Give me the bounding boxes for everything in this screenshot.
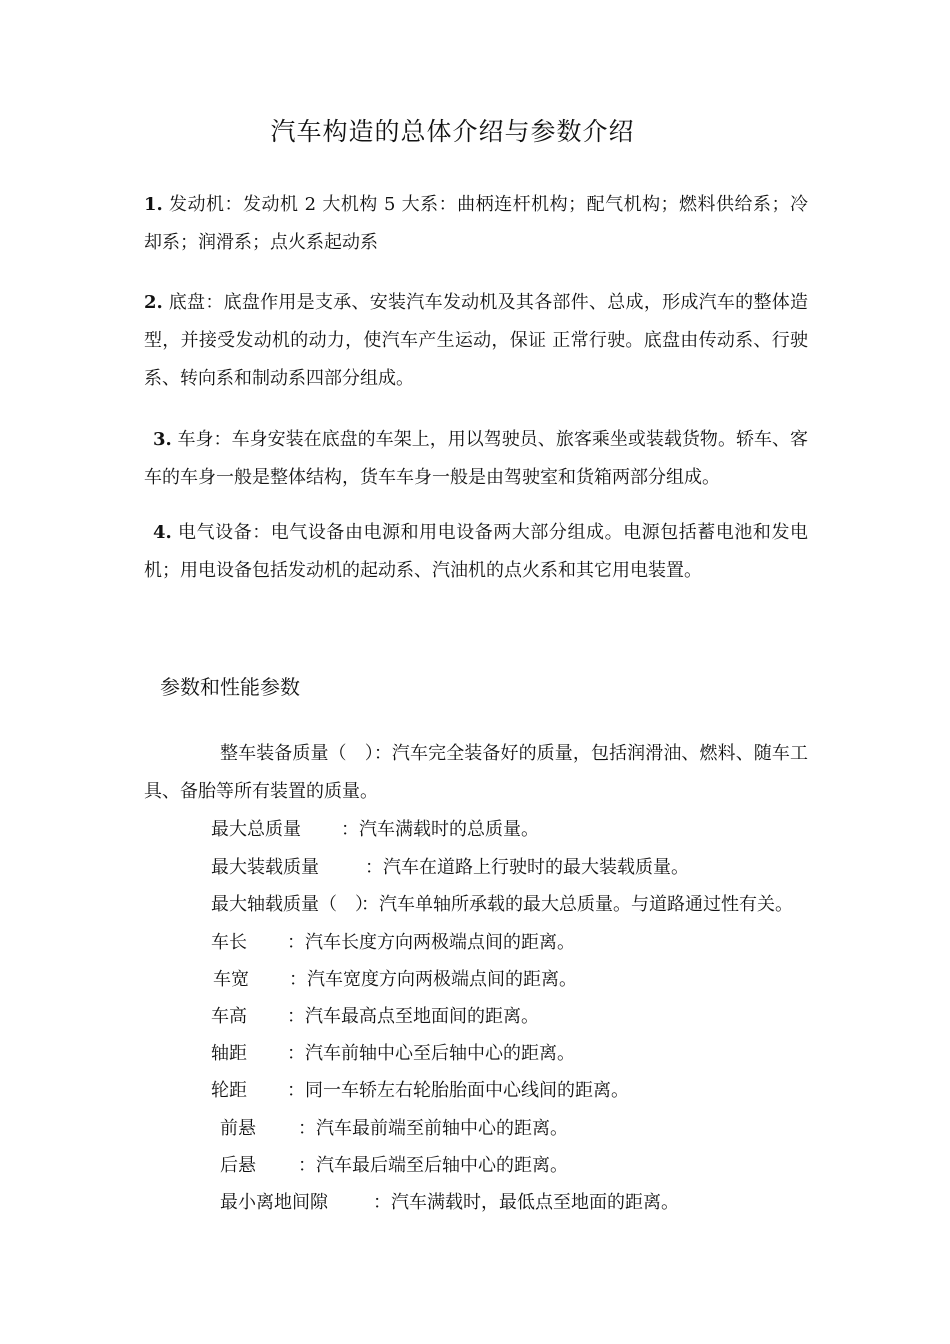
param-row — [211, 893, 793, 917]
param-term: 车高 — [211, 1006, 247, 1027]
param-row — [211, 931, 575, 955]
section-heading-params: 参数和性能参数 — [160, 675, 300, 699]
param-definition: ：汽车满载时的总质量。 — [341, 819, 539, 840]
param-definition: ：汽车前轴中心至后轴中心的距离。 — [287, 1043, 575, 1064]
section-text: 电气设备：电气设备由电源和用电设备两大部分组成。电源包括蓄电池和发电机；用电设备包括发动机的起动系、汽油机的点火系和其它用电装置。 — [144, 522, 808, 581]
param-row — [211, 818, 539, 842]
param-definition: ：汽车单轴所承载的最大总质量。与道路通过性有关。 — [361, 894, 793, 915]
param-definition: ：汽车宽度方向两极端点间的距离。 — [289, 969, 577, 990]
section-electrical — [144, 514, 808, 590]
param-definition: ：同一车轿左右轮胎胎面中心线间的距离。 — [287, 1080, 629, 1101]
param-definition: ：汽车在道路上行驶时的最大装载质量。 — [365, 857, 689, 878]
param-definition: ：汽车最高点至地面间的距离。 — [287, 1006, 539, 1027]
section-text: 底盘：底盘作用是支承、安装汽车发动机及其各部件、总成，形成汽车的整体造型，并接受发动机的动力，使汽车产生运动，保证 正常行驶。底盘由传动系、行驶系、转向系和制动系四部分组成。 — [144, 292, 808, 389]
param-row — [220, 1191, 679, 1215]
param-definition: ：汽车最前端至前轴中心的距离。 — [298, 1118, 568, 1139]
param-term: 车宽 — [213, 969, 249, 990]
param-term: 最大轴载质量（ ） — [211, 894, 373, 915]
section-number: 2. — [144, 292, 163, 313]
section-number: 1. — [144, 194, 163, 215]
param-definition: ：汽车满载时，最低点至地面的距离。 — [373, 1192, 679, 1213]
params-intro: 整车装备质量（ ）：汽车完全装备好的质量，包括润滑油、燃料、随车工具、备胎等所有装置的质量。 — [144, 743, 808, 802]
param-row — [211, 1042, 575, 1066]
param-row — [220, 1117, 568, 1141]
param-term: 轴距 — [211, 1043, 247, 1064]
section-body — [144, 421, 808, 497]
section-engine — [144, 186, 808, 262]
section-text: 车身：车身安装在底盘的车架上，用以驾驶员、旅客乘坐或装载货物。轿车、客车的车身一般是整体结构，货车车身一般是由驾驶室和货箱两部分组成。 — [144, 429, 808, 488]
param-row — [211, 1005, 539, 1029]
param-row — [213, 968, 577, 992]
param-term: 轮距 — [211, 1080, 247, 1101]
param-definition: ：汽车长度方向两极端点间的距离。 — [287, 932, 575, 953]
param-term: 最大总质量 — [211, 819, 301, 840]
param-term: 车长 — [211, 932, 247, 953]
section-number: 4. — [153, 522, 172, 543]
param-term: 最大装载质量 — [211, 857, 319, 878]
param-term: 最小离地间隙 — [220, 1192, 328, 1213]
param-definition: ：汽车最后端至后轴中心的距离。 — [298, 1155, 568, 1176]
param-term: 前悬 — [220, 1118, 256, 1139]
param-term: 后悬 — [220, 1155, 256, 1176]
param-row — [220, 1154, 568, 1178]
param-row — [211, 1079, 629, 1103]
section-text: 发动机：发动机 2 大机构 5 大系：曲柄连杆机构；配气机构；燃料供给系；冷却系；润滑系；点火系起动系 — [144, 194, 808, 253]
page-title: 汽车构造的总体介绍与参数介绍 — [270, 117, 635, 146]
section-chassis — [144, 284, 808, 398]
section-number: 3. — [153, 429, 172, 450]
param-row — [211, 856, 689, 880]
